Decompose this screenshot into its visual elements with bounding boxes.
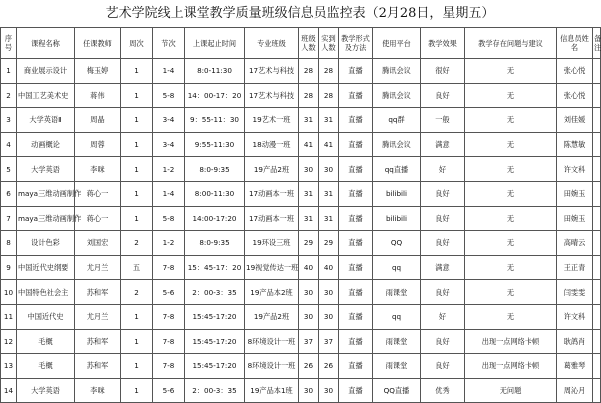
table-cell: 许文科 <box>557 304 593 329</box>
table-cell: maya三维动画制作 <box>17 181 75 206</box>
table-cell: 5-6 <box>153 378 185 403</box>
table-cell: 苏和军 <box>75 354 121 379</box>
table-cell: 15:45-17:20 <box>185 329 245 354</box>
table-cell: 雨课堂 <box>373 280 421 305</box>
table-cell: 19产品2班 <box>245 157 299 182</box>
column-header: 教学形式及方法 <box>339 28 373 59</box>
table-cell: 直播 <box>339 354 373 379</box>
table-cell: 田婉玉 <box>557 206 593 231</box>
table-cell: 李咪 <box>75 157 121 182</box>
table-cell: 许文科 <box>557 157 593 182</box>
table-cell: 直播 <box>339 108 373 133</box>
table-cell: 29 <box>319 231 339 256</box>
table-cell: 直播 <box>339 59 373 84</box>
table-cell: 好 <box>421 157 465 182</box>
table-cell: qq直播 <box>373 157 421 182</box>
table-cell: 41 <box>299 132 319 157</box>
table-row <box>1 354 601 379</box>
table-cell: 17动画本一班 <box>245 206 299 231</box>
table-cell: 9 <box>1 255 17 280</box>
table-cell: 直播 <box>339 329 373 354</box>
table-cell: 5 <box>1 157 17 182</box>
column-header: 教学存在问题与建议 <box>465 28 557 59</box>
table-cell: 8环境设计一班 <box>245 354 299 379</box>
table-cell: 5-8 <box>153 83 185 108</box>
table-cell: 腾讯会议 <box>373 83 421 108</box>
table-cell: 37 <box>319 329 339 354</box>
table-cell: 8:0-9:35 <box>185 231 245 256</box>
table-cell: 陈慧敏 <box>557 132 593 157</box>
table-cell: 9:55-11:30 <box>185 132 245 157</box>
table-cell: 尤月兰 <box>75 255 121 280</box>
table-cell <box>593 59 601 84</box>
table-cell: 4 <box>1 132 17 157</box>
table-cell: 31 <box>319 181 339 206</box>
table-cell: qq <box>373 304 421 329</box>
table-cell: 15:45-17:20 <box>185 354 245 379</box>
table-cell: 葛雅琴 <box>557 354 593 379</box>
table-cell: 直播 <box>339 83 373 108</box>
table-cell: 一般 <box>421 108 465 133</box>
column-header: 专业班级 <box>245 28 299 59</box>
table-cell <box>593 280 601 305</box>
column-header: 周次 <box>121 28 153 59</box>
table-cell: 无问题 <box>465 378 557 403</box>
table-cell: 19产品2班 <box>245 304 299 329</box>
table-cell: 7-8 <box>153 329 185 354</box>
table-cell: 8环境设计一班 <box>245 329 299 354</box>
table-cell: 7 <box>1 206 17 231</box>
table-cell: 苏和军 <box>75 280 121 305</box>
table-cell: 28 <box>299 59 319 84</box>
table-cell: 1 <box>121 83 153 108</box>
table-cell: 设计色彩 <box>17 231 75 256</box>
table-cell: 1 <box>121 157 153 182</box>
table-cell: QQ <box>373 231 421 256</box>
table-cell: 蒋心一 <box>75 181 121 206</box>
table-cell: 出现一点网络卡顿 <box>465 329 557 354</box>
table-cell: 8:0-11:30 <box>185 59 245 84</box>
column-header: 上课起止时间 <box>185 28 245 59</box>
table-cell <box>593 157 601 182</box>
table-cell: 7-8 <box>153 255 185 280</box>
table-cell: 周沁月 <box>557 378 593 403</box>
table-cell: 5-8 <box>153 206 185 231</box>
table-cell: 直播 <box>339 255 373 280</box>
table-cell: QQ直播 <box>373 378 421 403</box>
table-cell: 出现一点网络卡顿 <box>465 354 557 379</box>
table-row <box>1 255 601 280</box>
table-cell: 8:0-9:35 <box>185 157 245 182</box>
table-cell: 王正青 <box>557 255 593 280</box>
table-cell: 41 <box>319 132 339 157</box>
table-row <box>1 231 601 256</box>
table-cell: 好 <box>421 304 465 329</box>
monitoring-table <box>0 27 601 403</box>
table-cell: 大学英语Ⅱ <box>17 108 75 133</box>
table-cell: 良好 <box>421 231 465 256</box>
table-cell: 1 <box>121 354 153 379</box>
table-cell: 无 <box>465 181 557 206</box>
table-cell: 12 <box>1 329 17 354</box>
table-row <box>1 181 601 206</box>
column-header: 教学效果 <box>421 28 465 59</box>
table-cell: 大学英语 <box>17 378 75 403</box>
table-cell: 直播 <box>339 304 373 329</box>
table-cell: 7-8 <box>153 354 185 379</box>
table-cell: 良好 <box>421 181 465 206</box>
table-cell: 1 <box>121 206 153 231</box>
column-header: 课程名称 <box>17 28 75 59</box>
table-cell: 1 <box>121 329 153 354</box>
table-cell: 8 <box>1 231 17 256</box>
table-cell: 2：00-3：35 <box>185 378 245 403</box>
table-cell: 田婉玉 <box>557 181 593 206</box>
table-cell: 直播 <box>339 181 373 206</box>
table-cell: 40 <box>299 255 319 280</box>
table-row <box>1 378 601 403</box>
table-cell: 腾讯会议 <box>373 59 421 84</box>
table-cell: 无 <box>465 280 557 305</box>
table-cell: 8:00-11:30 <box>185 181 245 206</box>
table-cell: 苏和军 <box>75 329 121 354</box>
table-cell: maya三维动画制作 <box>17 206 75 231</box>
column-header: 序号 <box>1 28 17 59</box>
table-cell <box>593 354 601 379</box>
table-cell: 19视觉传达一班 <box>245 255 299 280</box>
table-cell: 30 <box>319 304 339 329</box>
table-cell: 14：00-17：20 <box>185 83 245 108</box>
table-cell: 30 <box>299 280 319 305</box>
table-cell: 14:00-17:20 <box>185 206 245 231</box>
table-cell: 1-4 <box>153 181 185 206</box>
table-cell: 雨课堂 <box>373 329 421 354</box>
table-cell <box>593 255 601 280</box>
table-row <box>1 280 601 305</box>
table-cell: 5-6 <box>153 280 185 305</box>
table-cell: 11 <box>1 304 17 329</box>
table-row <box>1 83 601 108</box>
table-cell: 良好 <box>421 280 465 305</box>
table-cell: 无 <box>465 231 557 256</box>
table-cell: 7-8 <box>153 304 185 329</box>
table-cell: 1 <box>121 304 153 329</box>
table-cell: bilibili <box>373 206 421 231</box>
table-cell: 梅玉婷 <box>75 59 121 84</box>
table-cell: 雨课堂 <box>373 354 421 379</box>
table-cell: 28 <box>319 59 339 84</box>
table-cell: qq <box>373 255 421 280</box>
table-cell: 29 <box>299 231 319 256</box>
table-cell: 30 <box>299 378 319 403</box>
table-cell: 1-2 <box>153 157 185 182</box>
table-cell: 1-2 <box>153 231 185 256</box>
table-cell: 直播 <box>339 378 373 403</box>
table-cell: 直播 <box>339 280 373 305</box>
column-header: 备注 <box>593 28 601 59</box>
table-cell: 李咪 <box>75 378 121 403</box>
table-cell: 耿鸽肖 <box>557 329 593 354</box>
table-row <box>1 132 601 157</box>
table-row <box>1 206 601 231</box>
table-cell: 3 <box>1 108 17 133</box>
table-cell: 蒋心一 <box>75 206 121 231</box>
table-cell: 6 <box>1 181 17 206</box>
table-cell: 31 <box>319 108 339 133</box>
table-cell: 28 <box>319 83 339 108</box>
table-cell: 31 <box>299 206 319 231</box>
table-cell: 2：00-3：35 <box>185 280 245 305</box>
table-cell: 1-4 <box>153 59 185 84</box>
table-cell: 15:45-17:20 <box>185 304 245 329</box>
table-cell: 1 <box>121 378 153 403</box>
table-cell: 中国近代史 <box>17 304 75 329</box>
table-cell: 1 <box>121 59 153 84</box>
column-header: 实到人数 <box>319 28 339 59</box>
table-cell: 9：55-11：30 <box>185 108 245 133</box>
column-header: 班级人数 <box>299 28 319 59</box>
table-cell <box>593 181 601 206</box>
table-cell: 周蓉 <box>75 132 121 157</box>
table-cell: 19产品本2班 <box>245 280 299 305</box>
table-cell: 毛概 <box>17 329 75 354</box>
table-cell: 良好 <box>421 206 465 231</box>
table-cell: 14 <box>1 378 17 403</box>
table-cell: 28 <box>299 83 319 108</box>
table-cell: 13 <box>1 354 17 379</box>
table-cell: 31 <box>299 181 319 206</box>
table-cell: 17艺术与科技 <box>245 83 299 108</box>
table-cell: 10 <box>1 280 17 305</box>
table-cell: 满意 <box>421 255 465 280</box>
column-header: 节次 <box>153 28 185 59</box>
table-cell: 良好 <box>421 329 465 354</box>
table-cell: 无 <box>465 157 557 182</box>
table-cell: 30 <box>299 304 319 329</box>
column-header: 使用平台 <box>373 28 421 59</box>
table-cell: 中国近代史纲要 <box>17 255 75 280</box>
table-cell: 腾讯会议 <box>373 132 421 157</box>
table-cell: 17艺术与科技 <box>245 59 299 84</box>
table-row <box>1 329 601 354</box>
table-cell: 19艺术一班 <box>245 108 299 133</box>
table-cell: 无 <box>465 108 557 133</box>
table-cell: 动画概论 <box>17 132 75 157</box>
table-cell <box>593 108 601 133</box>
table-cell: 五 <box>121 255 153 280</box>
table-cell: 中国工艺美术史 <box>17 83 75 108</box>
page-title: 艺术学院线上课堂教学质量班级信息员监控表（2月28日，星期五） <box>105 6 495 21</box>
table-cell: 26 <box>319 354 339 379</box>
table-cell: 3-4 <box>153 108 185 133</box>
table-cell: 直播 <box>339 231 373 256</box>
table-cell: 37 <box>299 329 319 354</box>
table-cell <box>593 231 601 256</box>
table-cell: 19产品本1班 <box>245 378 299 403</box>
table-cell: 尤月兰 <box>75 304 121 329</box>
table-cell: 直播 <box>339 157 373 182</box>
table-cell: 直播 <box>339 206 373 231</box>
table-cell: 30 <box>299 157 319 182</box>
table-cell: 31 <box>299 108 319 133</box>
table-cell: 19环设三班 <box>245 231 299 256</box>
table-cell: 直播 <box>339 132 373 157</box>
column-header: 信息员姓名 <box>557 28 593 59</box>
table-cell: 2 <box>1 83 17 108</box>
table-cell: 优秀 <box>421 378 465 403</box>
table-cell: bilibili <box>373 181 421 206</box>
table-cell: 18动漫一班 <box>245 132 299 157</box>
table-row <box>1 108 601 133</box>
table-cell: 商业展示设计 <box>17 59 75 84</box>
table-row <box>1 304 601 329</box>
column-header: 任课教师 <box>75 28 121 59</box>
table-cell: 1 <box>121 181 153 206</box>
table-cell: 无 <box>465 132 557 157</box>
table-cell: 良好 <box>421 83 465 108</box>
table-cell: 1 <box>1 59 17 84</box>
table-cell: 3-4 <box>153 132 185 157</box>
table-cell <box>593 378 601 403</box>
table-cell <box>593 329 601 354</box>
table-cell <box>593 206 601 231</box>
table-cell: 周晶 <box>75 108 121 133</box>
table-cell: 17动画本一班 <box>245 181 299 206</box>
table-cell: 无 <box>465 83 557 108</box>
table-cell: 大学英语 <box>17 157 75 182</box>
table-cell: 刘国宏 <box>75 231 121 256</box>
table-cell: 2 <box>121 231 153 256</box>
table-cell: 闫雯雯 <box>557 280 593 305</box>
table-cell: 中国特色社会主 <box>17 280 75 305</box>
table-cell: 30 <box>319 280 339 305</box>
table-cell <box>593 132 601 157</box>
table-cell: 15：45-17：20 <box>185 255 245 280</box>
table-row <box>1 59 601 84</box>
table-cell: 40 <box>319 255 339 280</box>
table-cell: 无 <box>465 59 557 84</box>
table-cell: qq群 <box>373 108 421 133</box>
table-cell: 高晴云 <box>557 231 593 256</box>
table-cell: 刘佳媛 <box>557 108 593 133</box>
table-cell: 很好 <box>421 59 465 84</box>
header-row <box>1 28 601 59</box>
table-cell: 蒋伟 <box>75 83 121 108</box>
table-cell <box>593 304 601 329</box>
table-cell: 毛概 <box>17 354 75 379</box>
table-cell: 2 <box>121 280 153 305</box>
table-cell: 无 <box>465 304 557 329</box>
table-cell: 张心悦 <box>557 83 593 108</box>
table-cell: 良好 <box>421 354 465 379</box>
table-cell: 30 <box>319 378 339 403</box>
table-cell: 31 <box>319 206 339 231</box>
table-cell: 30 <box>319 157 339 182</box>
table-cell: 满意 <box>421 132 465 157</box>
table-row <box>1 157 601 182</box>
table-cell: 张心悦 <box>557 59 593 84</box>
table-cell: 1 <box>121 108 153 133</box>
table-cell: 26 <box>299 354 319 379</box>
table-cell <box>593 83 601 108</box>
table-cell: 无 <box>465 206 557 231</box>
table-cell: 1 <box>121 132 153 157</box>
table-cell: 无 <box>465 255 557 280</box>
